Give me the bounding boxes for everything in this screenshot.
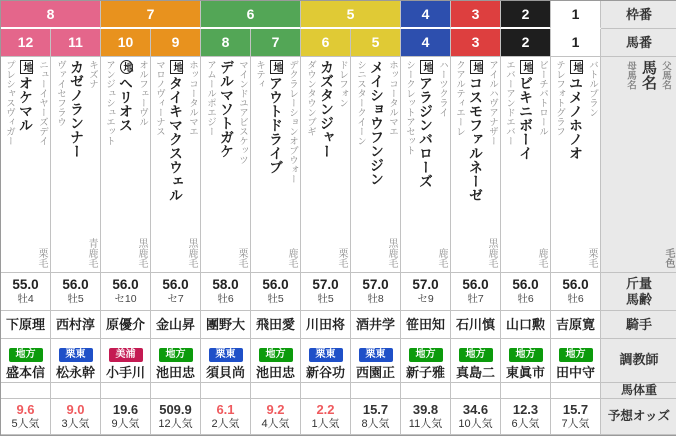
jockey-name[interactable]: 石川慎 [455, 317, 495, 332]
coat-color: 青鹿毛 [86, 238, 97, 268]
sex-age: セ7 [167, 293, 184, 305]
odds-cell [201, 399, 251, 435]
jockey-name[interactable]: 飛田愛 [255, 317, 295, 332]
jockey-name[interactable]: 酒井学 [355, 317, 395, 332]
horse-name[interactable]: メイショウフンジン [369, 60, 385, 186]
coat-color: 黒鹿毛 [486, 238, 497, 268]
dam-name: ダウンタウンブギ [305, 60, 316, 136]
odds-cell [301, 399, 351, 435]
trainer-name[interactable]: 小手川 [105, 365, 145, 380]
coat-color: 鹿毛 [436, 248, 447, 268]
odds-cell [501, 399, 551, 435]
header-coat-label: 毛色 [663, 248, 674, 268]
horse-weight-row [1, 383, 676, 399]
sex-age: 牡5 [267, 293, 284, 305]
trainer-cell [501, 339, 551, 383]
sex-age: 牡5 [317, 293, 334, 305]
popularity-rank: 12人気 [158, 418, 193, 430]
trainer-region-badge: 地方 [9, 348, 43, 362]
header-horse-number: 馬番 [601, 29, 676, 57]
trainer-name[interactable]: 松永幹 [55, 365, 95, 380]
coat-color: 栗毛 [236, 248, 247, 268]
popularity-rank: 9人気 [111, 418, 140, 430]
header-jockey: 騎手 [601, 311, 676, 339]
trainer-name[interactable]: 池田忠 [255, 365, 295, 380]
trainer-cell [51, 339, 101, 383]
chihou-mark: 地 [521, 62, 532, 72]
jockey-cell [101, 311, 151, 339]
horse-name-cell [401, 57, 451, 273]
jockey-name[interactable]: 川田将 [305, 317, 345, 332]
frame-cell: 5 [301, 1, 401, 29]
carried-weight: 56.0 [62, 277, 89, 292]
odds-value[interactable]: 2.2 [316, 402, 335, 417]
trainer-name[interactable]: 東眞市 [505, 365, 545, 380]
trainer-name[interactable]: 新谷功 [305, 365, 345, 380]
popularity-rank: 8人気 [361, 418, 390, 430]
weight-age-cell [201, 273, 251, 311]
horse-weight-cell [151, 383, 201, 399]
odds-cell [401, 399, 451, 435]
carried-weight: 57.0 [412, 277, 439, 292]
carried-weight: 57.0 [362, 277, 389, 292]
jockey-name[interactable]: 團野大 [205, 317, 245, 332]
trainer-region-badge: 栗東 [59, 348, 93, 362]
jockey-name[interactable]: 原優介 [105, 317, 145, 332]
weight-age-cell [501, 273, 551, 311]
horse-number-cell: 1 [551, 29, 601, 57]
jockey-cell [501, 311, 551, 339]
popularity-rank: 3人気 [61, 418, 90, 430]
odds-value[interactable]: 9.2 [266, 402, 285, 417]
carried-weight: 56.0 [562, 277, 589, 292]
trainer-region-badge: 栗東 [209, 348, 243, 362]
horse-weight-cell [501, 383, 551, 399]
popularity-rank: 10人気 [458, 418, 493, 430]
odds-cell [101, 399, 151, 435]
header-name-cell [601, 57, 676, 273]
chihou-mark: 地 [471, 62, 482, 72]
horse-name-cell [101, 57, 151, 273]
jockey-cell [151, 311, 201, 339]
horse-name-cell [251, 57, 301, 273]
dam-name: シークレットアセット [404, 60, 415, 155]
frame-cell: 4 [401, 1, 451, 29]
odds-value[interactable]: 19.6 [112, 402, 139, 417]
trainer-cell [151, 339, 201, 383]
horse-name[interactable]: 地タイキマクスウェル [168, 62, 184, 202]
odds-value[interactable]: 15.7 [362, 402, 389, 417]
chihou-mark: 地 [421, 62, 432, 72]
sire-name: ニューイヤーズデイ [37, 60, 48, 146]
horse-name[interactable]: カゼノランナー [69, 60, 85, 158]
popularity-rank: 4人気 [261, 418, 290, 430]
trainer-region-badge: 地方 [459, 348, 493, 362]
trainer-region-badge: 栗東 [359, 348, 393, 362]
carried-weight: 56.0 [512, 277, 539, 292]
chihou-mark: 地 [21, 62, 32, 72]
dam-name: キティ [254, 60, 265, 89]
trainer-cell [351, 339, 401, 383]
sex-age: 牡8 [367, 293, 384, 305]
horse-weight-cell [451, 383, 501, 399]
sire-name: オルフェーヴル [137, 60, 148, 127]
jockey-cell [1, 311, 51, 339]
horse-number-cell: 11 [51, 29, 101, 57]
horse-number-cell: 6 [301, 29, 351, 57]
jockey-cell [301, 311, 351, 339]
jockey-cell [451, 311, 501, 339]
weight-age-row [1, 273, 676, 311]
trainer-region-badge: 地方 [559, 348, 593, 362]
horse-name-cell [451, 57, 501, 273]
trainer-row [1, 339, 676, 383]
horse-number-cell: 12 [1, 29, 51, 57]
horse-number-cell: 10 [101, 29, 151, 57]
header-odds: 予想オッズ [601, 399, 676, 435]
carried-weight: 55.0 [12, 277, 39, 292]
sire-name: ドレフォン [337, 60, 348, 108]
odds-cell [51, 399, 101, 435]
coat-color: 栗毛 [36, 248, 47, 268]
odds-cell [251, 399, 301, 435]
trainer-region-badge: 地方 [409, 348, 443, 362]
weight-age-cell [301, 273, 351, 311]
header-frame-number: 枠番 [601, 1, 676, 29]
dam-name: テレフォトグラフ [554, 60, 565, 136]
trainer-cell [201, 339, 251, 383]
horse-number-cell: 5 [351, 29, 401, 57]
dam-name: アムールポエジー [205, 60, 216, 136]
horse-number-cell: 9 [151, 29, 201, 57]
header-trainer: 調教師 [601, 339, 676, 383]
popularity-rank: 1人気 [311, 418, 340, 430]
dam-name: エバーアンドエバー [504, 60, 515, 146]
dam-name: クアルティエーレ [454, 60, 465, 136]
horse-weight-cell [51, 383, 101, 399]
horse-name-cell [51, 57, 101, 273]
horse-weight-cell [301, 383, 351, 399]
horse-weight-cell [1, 383, 51, 399]
odds-value[interactable]: 15.7 [562, 402, 589, 417]
sex-age: 牡7 [467, 293, 484, 305]
coat-color: 栗毛 [336, 248, 347, 268]
sire-name: バトルプラン [587, 60, 598, 117]
horse-name[interactable]: デルマソトガケ [219, 60, 235, 158]
jockey-name[interactable]: 山口勲 [505, 317, 545, 332]
header-sire-label: 父馬名 [660, 60, 671, 90]
frame-cell: 3 [451, 1, 501, 29]
sex-age: セ10 [114, 293, 137, 305]
horse-name-cell [551, 57, 601, 273]
sex-age: 牡6 [517, 293, 534, 305]
jockey-cell [551, 311, 601, 339]
horse-number-cell: 8 [201, 29, 251, 57]
trainer-cell [451, 339, 501, 383]
trainer-cell [301, 339, 351, 383]
jockey-name[interactable]: 西村淳 [55, 317, 95, 332]
sire-name: マインドユアビスケッツ [237, 60, 248, 165]
sire-name: ビーチパトロール [537, 60, 548, 136]
header-name-label: 馬名 [640, 60, 657, 90]
trainer-name[interactable]: 盛本信 [5, 365, 45, 380]
trainer-name[interactable]: 須貝尚 [205, 365, 245, 380]
dam-name: アンジュシュエット [104, 60, 115, 146]
weight-age-cell [551, 273, 601, 311]
sex-age: 牡5 [67, 293, 84, 305]
popularity-rank: 7人気 [561, 418, 590, 430]
horse-name[interactable]: 地ビキニボーイ [518, 62, 534, 160]
horse-name-cell [151, 57, 201, 273]
weight-age-cell [51, 273, 101, 311]
weight-age-cell [251, 273, 301, 311]
trainer-region-badge: 地方 [259, 348, 293, 362]
horse-weight-cell [201, 383, 251, 399]
sex-age: 牡6 [567, 293, 584, 305]
jockey-row [1, 311, 676, 339]
odds-value[interactable]: 9.6 [16, 402, 35, 417]
sire-name: アイルハヴアナザー [487, 60, 498, 146]
horse-name-cell [201, 57, 251, 273]
horse-name[interactable]: 地アウトドライブ [268, 62, 284, 174]
coat-color: 黒鹿毛 [136, 238, 147, 268]
horse-name[interactable]: カズタンジャー [319, 60, 335, 158]
horse-name[interactable]: 地ヘリオス [118, 62, 134, 132]
sire-name: ホッコータルマエ [187, 60, 198, 136]
horse-weight-cell [251, 383, 301, 399]
odds-value[interactable]: 34.6 [462, 402, 489, 417]
horse-weight-cell [401, 383, 451, 399]
odds-cell [351, 399, 401, 435]
horse-weight-cell [101, 383, 151, 399]
trainer-name[interactable]: 新子雅 [405, 365, 445, 380]
popularity-rank: 11人気 [408, 418, 443, 430]
dam-name: マロノヴィーナス [154, 60, 165, 136]
carried-weight: 57.0 [312, 277, 339, 292]
horse-name[interactable]: 地ユメノホノオ [568, 62, 584, 160]
horse-number-row [1, 29, 676, 57]
sex-age: 牡4 [17, 293, 34, 305]
trainer-cell [251, 339, 301, 383]
weight-age-cell [101, 273, 151, 311]
dam-name: ヴァイセフラウ [55, 60, 66, 127]
popularity-rank: 2人気 [211, 418, 240, 430]
horse-name[interactable]: 地コスモファルネーゼ [468, 62, 484, 202]
dam-name: プレシャスヴィガー [4, 60, 15, 146]
weight-age-cell [151, 273, 201, 311]
trainer-cell [401, 339, 451, 383]
popularity-rank: 6人気 [511, 418, 540, 430]
jockey-name[interactable]: 笹田知 [405, 317, 445, 332]
odds-value[interactable]: 6.1 [216, 402, 235, 417]
coat-color: 栗毛 [586, 248, 597, 268]
odds-row [1, 399, 676, 435]
jockey-cell [201, 311, 251, 339]
odds-cell [1, 399, 51, 435]
popularity-rank: 5人気 [11, 418, 40, 430]
carried-weight: 56.0 [112, 277, 139, 292]
frame-cell: 1 [551, 1, 601, 29]
horse-weight-cell [551, 383, 601, 399]
horse-number-cell: 3 [451, 29, 501, 57]
trainer-region-badge: 地方 [509, 348, 543, 362]
carried-weight: 58.0 [212, 277, 239, 292]
horse-name[interactable]: 地オケマル [18, 62, 34, 132]
frame-cell: 2 [501, 1, 551, 29]
dam-name: シニスタークイーン [355, 60, 366, 146]
sire-name: ホッコータルマエ [387, 60, 398, 136]
header-weight-age: 斤量 馬齢 [601, 273, 676, 311]
horse-weight-cell [351, 383, 401, 399]
horse-name-cell [501, 57, 551, 273]
jockey-name[interactable]: 金山昇 [155, 317, 195, 332]
horse-name-cell [301, 57, 351, 273]
trainer-cell [1, 339, 51, 383]
coat-color: 鹿毛 [536, 248, 547, 268]
jockey-name[interactable]: 吉原寛 [555, 317, 595, 332]
coat-color: 黒鹿毛 [386, 238, 397, 268]
odds-value[interactable]: 12.3 [512, 402, 539, 417]
odds-value[interactable]: 509.9 [159, 402, 192, 417]
odds-value[interactable]: 39.8 [412, 402, 439, 417]
carried-weight: 56.0 [162, 277, 189, 292]
jockey-cell [351, 311, 401, 339]
header-horse-weight: 馬体重 [601, 383, 676, 399]
carried-weight: 56.0 [462, 277, 489, 292]
jockey-name[interactable]: 下原理 [5, 317, 45, 332]
sex-age: 牡6 [217, 293, 234, 305]
sire-name: ハーツクライ [437, 60, 448, 117]
horse-name[interactable]: 地アラジンバローズ [418, 62, 434, 188]
sire-name: キズナ [87, 60, 98, 89]
jockey-cell [401, 311, 451, 339]
chihou-mark: 地 [121, 62, 132, 72]
sire-name: デクラレーションオブウォー [287, 60, 298, 184]
chihou-mark: 地 [571, 62, 582, 72]
frame-cell: 6 [201, 1, 301, 29]
frame-number-row [1, 1, 676, 29]
trainer-cell [101, 339, 151, 383]
chihou-mark: 地 [171, 62, 182, 72]
carried-weight: 56.0 [262, 277, 289, 292]
trainer-region-badge: 栗東 [309, 348, 343, 362]
weight-age-cell [351, 273, 401, 311]
frame-cell: 7 [101, 1, 201, 29]
sex-age: セ9 [417, 293, 434, 305]
trainer-name[interactable]: 真島二 [455, 365, 495, 380]
horse-name-cell [351, 57, 401, 273]
weight-age-cell [1, 273, 51, 311]
odds-cell [151, 399, 201, 435]
weight-age-cell [451, 273, 501, 311]
odds-cell [451, 399, 501, 435]
trainer-name[interactable]: 池田忠 [155, 365, 195, 380]
horse-number-cell: 4 [401, 29, 451, 57]
odds-cell [551, 399, 601, 435]
chihou-mark: 地 [271, 62, 282, 72]
odds-value[interactable]: 9.0 [66, 402, 85, 417]
header-dam-label: 母馬名 [625, 60, 636, 90]
horse-name-cell [1, 57, 51, 273]
horse-name-row [1, 57, 676, 273]
coat-color: 鹿毛 [286, 248, 297, 268]
frame-cell: 8 [1, 1, 101, 29]
jockey-cell [51, 311, 101, 339]
jockey-cell [251, 311, 301, 339]
trainer-region-badge: 美浦 [109, 348, 143, 362]
trainer-cell [551, 339, 601, 383]
horse-number-cell: 2 [501, 29, 551, 57]
coat-color: 黒鹿毛 [186, 238, 197, 268]
weight-age-cell [401, 273, 451, 311]
horse-number-cell: 7 [251, 29, 301, 57]
trainer-name[interactable]: 西園正 [355, 365, 395, 380]
trainer-name[interactable]: 田中守 [555, 365, 595, 380]
trainer-region-badge: 地方 [159, 348, 193, 362]
